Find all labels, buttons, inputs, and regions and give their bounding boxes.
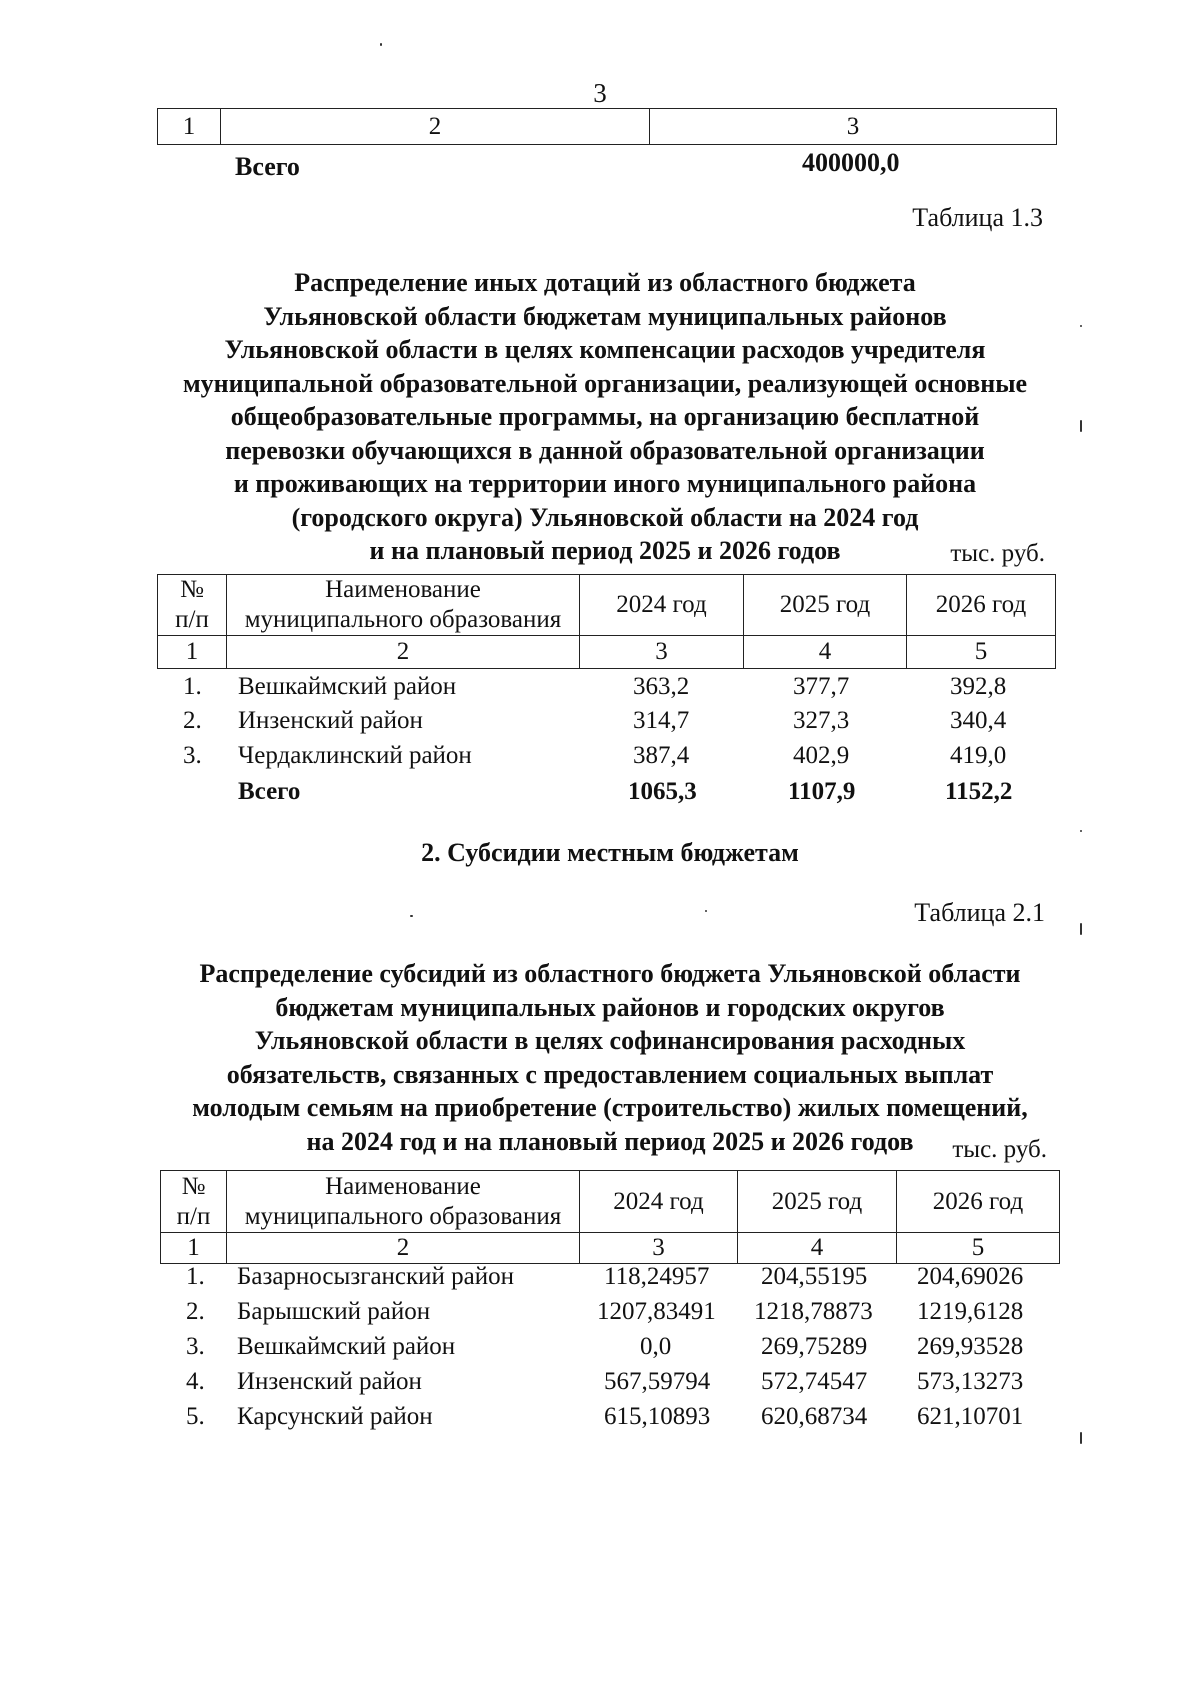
header-2025: 2025 год [738, 1171, 897, 1233]
title-line: молодым семьям на приобретение (строительство) жилых помещений, [192, 1093, 1028, 1122]
row-2026: 573,13273 [917, 1368, 1024, 1395]
table-row [0, 742, 1200, 778]
row-2024: 118,24957 [604, 1263, 710, 1290]
row-num: 1. [186, 1263, 205, 1290]
column-number: 2 [227, 636, 580, 669]
row-name: Карсунский район [237, 1403, 433, 1430]
scan-speck [705, 910, 707, 912]
table-row [0, 1403, 1200, 1439]
row-2026: 419,0 [950, 742, 1007, 769]
scan-speck [1080, 923, 1082, 935]
title-line: обязательств, связанных с предоставлением социальных выплат [226, 1059, 994, 1089]
scan-speck [410, 915, 413, 917]
title-line: Ульяновской области бюджетам муниципальных районов [263, 301, 947, 331]
title-line: на 2024 год и на плановый период 2025 и 2026 годов [306, 1126, 914, 1156]
header-num: № п/п [158, 575, 227, 636]
row-name: Инзенский район [238, 707, 423, 734]
row-2026: 204,69026 [917, 1263, 1024, 1290]
title-line: и на плановый период 2025 и 2026 годов [369, 536, 841, 565]
total-2026: 1152,2 [945, 778, 1013, 805]
row-num: 1. [183, 673, 202, 700]
table-2-1-unit: тыс. руб. [952, 1136, 1047, 1163]
prev-total-label: Всего [235, 152, 300, 181]
title-line: бюджетам муниципальных районов и городских округов [275, 992, 945, 1022]
column-number: 3 [580, 636, 744, 669]
total-label: Всего [238, 778, 301, 805]
row-2025: 377,7 [793, 673, 850, 700]
table-1-3-unit: тыс. руб. [950, 540, 1045, 567]
row-name: Вешкаймский район [237, 1333, 456, 1360]
row-2026: 621,10701 [917, 1403, 1024, 1430]
row-2024: 314,7 [633, 707, 690, 734]
row-num: 3. [186, 1333, 205, 1360]
scan-speck [1080, 830, 1082, 832]
prev-col-number-1: 1 [158, 109, 221, 145]
table-row [0, 1333, 1200, 1369]
row-name: Инзенский район [237, 1368, 422, 1395]
row-2024: 387,4 [633, 742, 690, 769]
row-num: 2. [186, 1298, 205, 1325]
title-line: и проживающих на территории иного муниципального района [233, 469, 977, 498]
section-2-title: 2. Субсидии местным бюджетам [421, 838, 799, 867]
row-2025: 269,75289 [761, 1333, 868, 1360]
table-row [0, 673, 1200, 709]
table-row [0, 707, 1200, 743]
scan-speck [380, 43, 382, 46]
title-line: общеобразовательные программы, на организацию бесплатной [230, 402, 980, 431]
title-line: (городского округа) Ульяновской области на 2024 год [291, 502, 919, 532]
row-2026: 392,8 [950, 673, 1007, 700]
row-2025: 1218,78873 [754, 1298, 873, 1325]
prev-col-number-2: 2 [221, 109, 650, 145]
row-2024: 0,0 [640, 1333, 672, 1360]
title-line: муниципальной образовательной организации, реализующей основные [182, 368, 1028, 398]
table-1-3-title [150, 266, 1060, 568]
row-name: Барышский район [237, 1298, 431, 1325]
table-2-1-title [150, 957, 1070, 1158]
row-name: Чердаклинский район [238, 742, 472, 769]
row-2024: 567,59794 [604, 1368, 711, 1395]
table-total-row [0, 778, 1200, 814]
header-2025: 2025 год [744, 575, 907, 636]
row-name: Базарносызганский район [237, 1263, 515, 1290]
row-2025: 572,74547 [761, 1368, 868, 1395]
column-number: 4 [738, 1233, 897, 1264]
column-number: 5 [907, 636, 1056, 669]
table-row [0, 1263, 1200, 1299]
row-num: 5. [186, 1403, 205, 1430]
page-number: 3 [593, 78, 607, 108]
column-number: 1 [158, 636, 227, 669]
header-2024: 2024 год [580, 1171, 738, 1233]
row-2026: 269,93528 [917, 1333, 1024, 1360]
column-number: 5 [897, 1233, 1060, 1264]
row-2024: 615,10893 [604, 1403, 711, 1430]
total-2025: 1107,9 [788, 778, 856, 805]
row-name: Вешкаймский район [238, 673, 457, 700]
row-2024: 1207,83491 [597, 1298, 716, 1325]
title-line: Распределение иных дотаций из областного бюджета [294, 268, 916, 297]
prev-total-value: 400000,0 [802, 148, 900, 177]
header-num: № п/п [161, 1171, 227, 1233]
row-2026: 340,4 [950, 707, 1007, 734]
title-line: Ульяновской области в целях компенсации расходов учредителя [224, 335, 986, 364]
row-2026: 1219,6128 [917, 1298, 1024, 1325]
title-line: Ульяновской области в целях софинансирования расходных [254, 1026, 966, 1055]
header-name: Наименование муниципального образования [227, 575, 580, 636]
scan-speck [1080, 1432, 1082, 1444]
row-num: 4. [186, 1368, 205, 1395]
row-2025: 620,68734 [761, 1403, 868, 1430]
column-number: 1 [161, 1233, 227, 1264]
title-line: Распределение субсидий из областного бюджета Ульяновской области [199, 959, 1021, 988]
row-2025: 327,3 [793, 707, 850, 734]
header-name: Наименование муниципального образования [227, 1171, 580, 1233]
column-number: 4 [744, 636, 907, 669]
row-2025: 402,9 [793, 742, 850, 769]
header-2024: 2024 год [580, 575, 744, 636]
header-2026: 2026 год [897, 1171, 1060, 1233]
column-number: 3 [580, 1233, 738, 1264]
table-row [0, 1298, 1200, 1334]
scan-speck [1080, 325, 1082, 327]
row-num: 3. [183, 742, 202, 769]
row-2025: 204,55195 [761, 1263, 868, 1290]
table-row [0, 1368, 1200, 1404]
title-line: перевозки обучающихся в данной образовательной организации [225, 435, 985, 465]
scan-speck [1080, 420, 1082, 432]
header-2026: 2026 год [907, 575, 1056, 636]
prev-table-header-strip [157, 108, 1057, 145]
table-2-1-header [160, 1170, 1060, 1264]
prev-col-number-3: 3 [650, 109, 1057, 145]
column-number: 2 [227, 1233, 580, 1264]
table-2-1-label: Таблица 2.1 [914, 898, 1045, 927]
table-1-3-header [157, 574, 1056, 669]
table-1-3-label: Таблица 1.3 [912, 203, 1043, 232]
row-2024: 363,2 [633, 673, 690, 700]
row-num: 2. [183, 707, 202, 734]
total-2024: 1065,3 [628, 778, 697, 805]
